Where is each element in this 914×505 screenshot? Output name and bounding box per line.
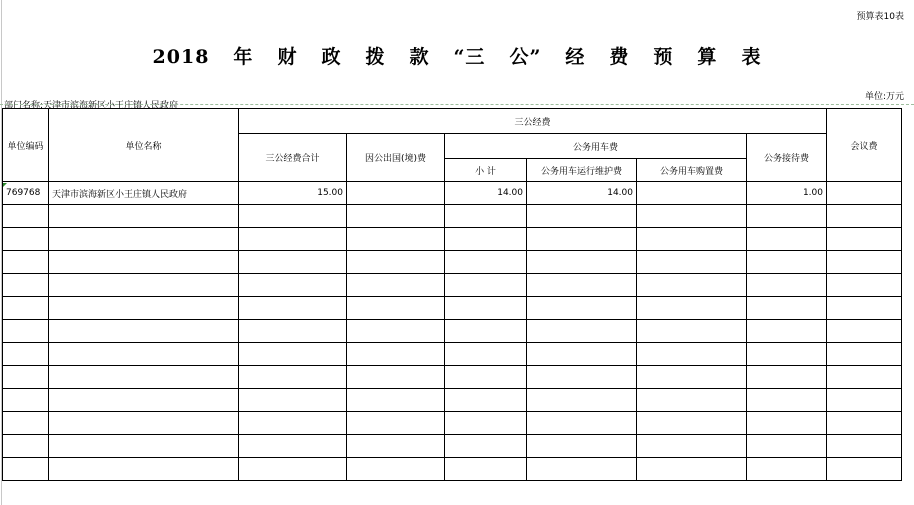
empty-cell xyxy=(445,251,527,274)
empty-cell xyxy=(347,320,445,343)
empty-cell xyxy=(827,389,902,412)
empty-table-row xyxy=(3,458,902,481)
empty-cell xyxy=(747,205,827,228)
empty-table-row xyxy=(3,228,902,251)
cell-code: 769768 xyxy=(3,182,49,205)
empty-cell xyxy=(445,458,527,481)
empty-cell xyxy=(747,274,827,297)
empty-table-row xyxy=(3,320,902,343)
dashed-divider xyxy=(0,104,914,105)
header-unit-code: 单位编码 xyxy=(3,109,49,182)
empty-cell xyxy=(827,205,902,228)
empty-cell xyxy=(445,435,527,458)
empty-cell xyxy=(827,297,902,320)
empty-table-row xyxy=(3,389,902,412)
empty-cell xyxy=(347,205,445,228)
empty-cell xyxy=(445,274,527,297)
cell-subtotal: 14.00 xyxy=(445,182,527,205)
empty-cell xyxy=(49,458,239,481)
empty-cell xyxy=(747,389,827,412)
empty-cell xyxy=(49,343,239,366)
empty-cell xyxy=(49,435,239,458)
header-subtotal: 小 计 xyxy=(445,159,527,182)
empty-cell xyxy=(3,412,49,435)
empty-cell xyxy=(239,274,347,297)
table-row xyxy=(3,182,902,205)
empty-cell xyxy=(527,320,637,343)
empty-cell xyxy=(637,274,747,297)
empty-cell xyxy=(527,389,637,412)
empty-cell xyxy=(527,205,637,228)
header-reception: 公务接待费 xyxy=(747,134,827,182)
title-char: 算 xyxy=(697,46,718,68)
empty-cell xyxy=(3,320,49,343)
empty-cell xyxy=(637,228,747,251)
empty-cell xyxy=(239,412,347,435)
empty-cell xyxy=(637,297,747,320)
empty-cell xyxy=(827,366,902,389)
empty-cell xyxy=(3,389,49,412)
department-label: 部门名称:天津市滨海新区小王庄镇人民政府 xyxy=(4,101,179,111)
empty-cell xyxy=(527,297,637,320)
cell-vehicle-buy xyxy=(637,182,747,205)
empty-cell xyxy=(239,320,347,343)
cell-comment-marker xyxy=(3,183,7,187)
empty-cell xyxy=(445,366,527,389)
empty-cell xyxy=(3,228,49,251)
empty-cell xyxy=(239,343,347,366)
header-sangong: 三公经费 xyxy=(239,109,827,134)
empty-cell xyxy=(3,251,49,274)
empty-cell xyxy=(347,228,445,251)
page-title xyxy=(0,42,914,69)
title-char: 年 xyxy=(233,46,254,68)
budget-table xyxy=(2,108,902,481)
empty-cell xyxy=(49,389,239,412)
empty-cell xyxy=(445,205,527,228)
empty-cell xyxy=(49,205,239,228)
cell-reception: 1.00 xyxy=(747,182,827,205)
empty-cell xyxy=(445,343,527,366)
empty-cell xyxy=(3,458,49,481)
empty-cell xyxy=(527,412,637,435)
empty-cell xyxy=(827,343,902,366)
empty-cell xyxy=(747,435,827,458)
empty-cell xyxy=(3,205,49,228)
empty-cell xyxy=(827,320,902,343)
cell-name: 天津市滨海新区小王庄镇人民政府 xyxy=(49,182,239,205)
header-meeting: 会议费 xyxy=(827,109,902,182)
empty-cell xyxy=(347,297,445,320)
empty-rows xyxy=(3,205,902,481)
title-char: 拨 xyxy=(365,46,386,68)
empty-cell xyxy=(747,343,827,366)
empty-cell xyxy=(637,320,747,343)
title-char: “三 xyxy=(453,46,486,68)
empty-cell xyxy=(637,251,747,274)
empty-cell xyxy=(637,205,747,228)
empty-cell xyxy=(827,251,902,274)
empty-cell xyxy=(637,389,747,412)
empty-table-row xyxy=(3,297,902,320)
empty-cell xyxy=(827,458,902,481)
empty-cell xyxy=(347,435,445,458)
title-year: 2018 xyxy=(152,46,210,68)
empty-cell xyxy=(445,297,527,320)
title-char: 费 xyxy=(609,46,630,68)
empty-cell xyxy=(827,412,902,435)
empty-cell xyxy=(527,274,637,297)
empty-cell xyxy=(527,228,637,251)
title-char: 经 xyxy=(565,46,586,68)
empty-table-row xyxy=(3,366,902,389)
empty-cell xyxy=(3,297,49,320)
empty-cell xyxy=(747,251,827,274)
empty-cell xyxy=(827,435,902,458)
title-char: 公” xyxy=(509,46,542,68)
empty-cell xyxy=(49,228,239,251)
empty-cell xyxy=(49,251,239,274)
empty-cell xyxy=(347,458,445,481)
empty-table-row xyxy=(3,251,902,274)
empty-cell xyxy=(827,228,902,251)
header-abroad: 因公出国(境)费 xyxy=(347,134,445,182)
empty-cell xyxy=(239,205,347,228)
empty-cell xyxy=(239,251,347,274)
empty-table-row xyxy=(3,205,902,228)
empty-cell xyxy=(637,412,747,435)
title-char: 政 xyxy=(321,46,342,68)
empty-cell xyxy=(239,458,347,481)
empty-cell xyxy=(747,228,827,251)
empty-cell xyxy=(3,435,49,458)
empty-cell xyxy=(445,389,527,412)
empty-cell xyxy=(527,458,637,481)
empty-cell xyxy=(747,458,827,481)
empty-cell xyxy=(445,228,527,251)
empty-cell xyxy=(347,343,445,366)
empty-cell xyxy=(527,343,637,366)
empty-cell xyxy=(347,366,445,389)
empty-cell xyxy=(347,389,445,412)
empty-cell xyxy=(747,320,827,343)
empty-cell xyxy=(49,366,239,389)
empty-cell xyxy=(527,251,637,274)
empty-cell xyxy=(239,228,347,251)
empty-cell xyxy=(239,297,347,320)
empty-cell xyxy=(347,251,445,274)
empty-cell xyxy=(239,366,347,389)
empty-table-row xyxy=(3,343,902,366)
empty-cell xyxy=(637,366,747,389)
empty-table-row xyxy=(3,274,902,297)
empty-cell xyxy=(239,389,347,412)
empty-cell xyxy=(637,343,747,366)
empty-cell xyxy=(239,435,347,458)
empty-cell xyxy=(637,458,747,481)
title-char: 表 xyxy=(741,46,762,68)
empty-cell xyxy=(445,412,527,435)
empty-table-row xyxy=(3,412,902,435)
empty-cell xyxy=(747,366,827,389)
table-tag: 预算表10表 xyxy=(856,12,904,22)
title-char: 预 xyxy=(653,46,674,68)
cell-meeting xyxy=(827,182,902,205)
header-total: 三公经费合计 xyxy=(239,134,347,182)
empty-table-row xyxy=(3,435,902,458)
empty-cell xyxy=(527,435,637,458)
empty-cell xyxy=(49,297,239,320)
empty-cell xyxy=(347,274,445,297)
empty-cell xyxy=(445,320,527,343)
title-char: 财 xyxy=(277,46,298,68)
empty-cell xyxy=(3,274,49,297)
header-vehicle: 公务用车费 xyxy=(445,134,747,159)
empty-cell xyxy=(747,297,827,320)
empty-cell xyxy=(49,412,239,435)
header-vehicle-buy: 公务用车购置费 xyxy=(637,159,747,182)
title-char: 款 xyxy=(409,46,430,68)
empty-cell xyxy=(49,274,239,297)
empty-cell xyxy=(827,274,902,297)
empty-cell xyxy=(527,366,637,389)
cell-abroad xyxy=(347,182,445,205)
header-unit-name: 单位名称 xyxy=(49,109,239,182)
cell-vehicle-run: 14.00 xyxy=(527,182,637,205)
empty-cell xyxy=(3,366,49,389)
cell-total: 15.00 xyxy=(239,182,347,205)
empty-cell xyxy=(3,343,49,366)
empty-cell xyxy=(49,320,239,343)
header-vehicle-run: 公务用车运行维护费 xyxy=(527,159,637,182)
empty-cell xyxy=(347,412,445,435)
empty-cell xyxy=(637,435,747,458)
empty-cell xyxy=(747,412,827,435)
unit-label: 单位:万元 xyxy=(864,92,904,102)
